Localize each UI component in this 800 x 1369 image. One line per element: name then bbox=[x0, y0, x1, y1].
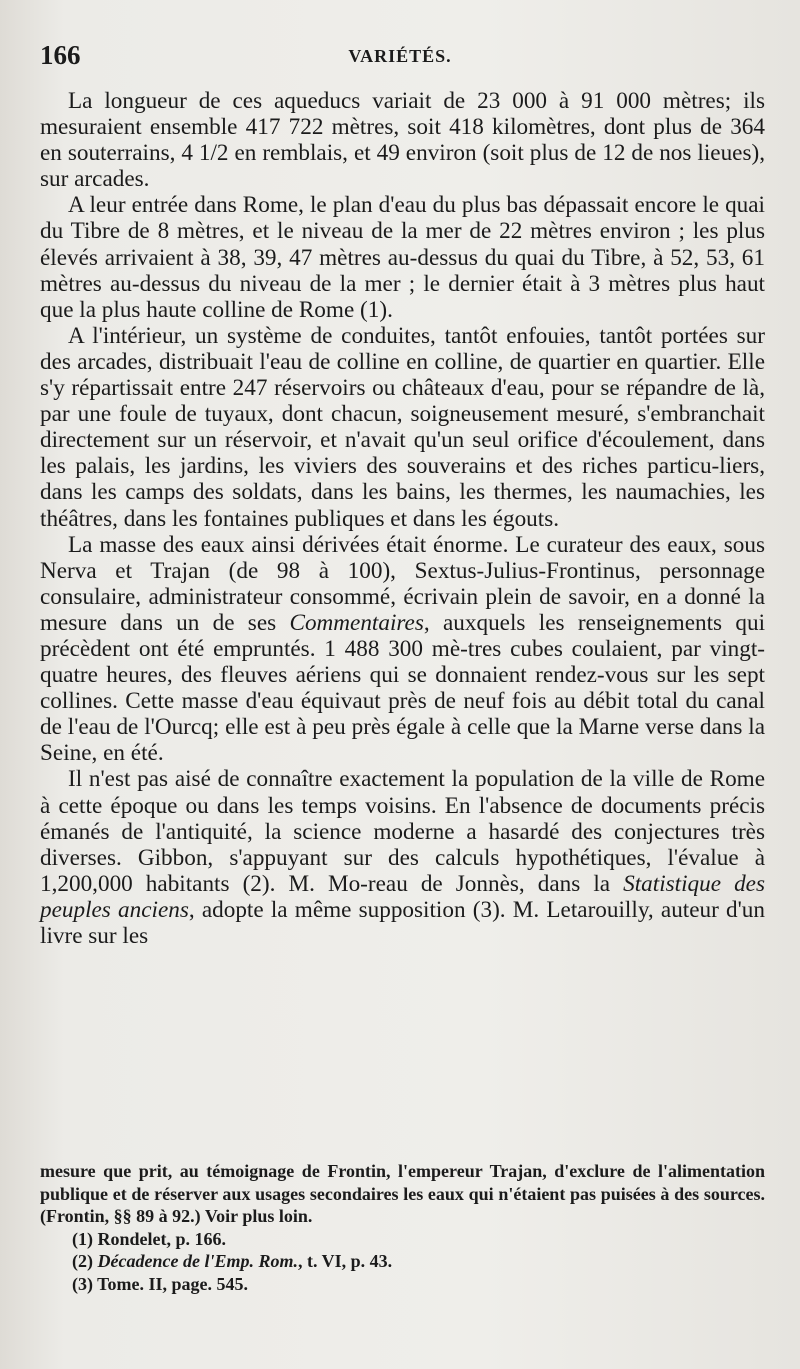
footnote-text: (3) Tome. II, page. 545. bbox=[72, 1273, 249, 1294]
section-title: VARIÉTÉS. bbox=[348, 46, 452, 66]
footnote-2 bbox=[72, 1250, 765, 1273]
paragraph-text: , auxquels les renseignements qui précèdent ont été empruntés. 1 488 300 mè-tres cubes coulaient, par vingt-quatre heures, des fleuves aériens qui se donnaient rendez-vous sur les sept collines. Cette masse d'eau équivaut près de neuf fois au débit total du canal de l'eau de l'Ourcq; elle est à peu près égale à celle que la Marne verse dans la Seine, en été. bbox=[40, 609, 766, 767]
paragraph: A l'intérieur, un système de conduites, tantôt enfouies, tantôt portées sur des arcades, distribuait l'eau de colline en colline, de quartier en quartier. Elle s'y répartissait entre 247 réservoirs ou châteaux d'eau, pour se répandre de là, par une foule de tuyaux, dont chacun, soigneusement mesuré, s'embranchait directement sur un réservoir, et n'avait qu'un seul orifice d'écoulement, dans les palais, les jardins, les viviers des souverains et des riches particu-liers, dans les camps des soldats, dans les bains, les thermes, les naumachies, les théâtres, dans les fontaines publiques et dans les égouts. bbox=[40, 322, 765, 532]
footnote-1 bbox=[72, 1228, 765, 1251]
footnote-text: , t. VI, p. 43. bbox=[297, 1251, 393, 1271]
page-number: 166 bbox=[40, 40, 81, 70]
footnote-3 bbox=[72, 1273, 765, 1296]
paragraph bbox=[40, 766, 765, 949]
paragraph: La longueur de ces aqueducs variait de 23 000 à 91 000 mètres; ils mesuraient ensemble 417 722 mètres, soit 418 kilomètres, dont plus de 364 en souterrains, 4 1/2 en remblais, et 49 environ (soit plus de 12 de nos lieues), sur arcades. bbox=[40, 88, 765, 193]
paragraph-text: Il n'est pas aisé de connaître exactement la population de la ville de Rome à cette époque ou dans les temps voisins. En l'absence de documents précis émanés de l'antiquité, la science moderne a hasardé des conjectures très diverses. Gibbon, s'appuyant sur des calculs hypothétiques, l'évalue à 1,200,000 habitants (2). M. Mo-reau de Jonnès, dans la bbox=[40, 766, 765, 897]
footnote-continuation: mesure que prit, au témoignage de Frontin, l'empereur Trajan, d'exclure de l'alimentation publique et de réserver aux usages secondaires les eaux qui n'étaient pas puisées à des sources. (Frontin, §§ 89 à 92.) Voir plus loin. bbox=[40, 1161, 765, 1226]
footnote-text: (1) Rondelet, p. 166. bbox=[72, 1228, 226, 1249]
italic-title: Commentaires bbox=[289, 609, 424, 636]
paragraph: A leur entrée dans Rome, le plan d'eau du plus bas dépassait encore le quai du Tibre de 8 mètres, et le niveau de la mer de 22 mètres environ ; les plus élevés arrivaient à 38, 39, 47 mètres au-dessus du quai du Tibre, à 52, 53, 61 mètres au-dessus du niveau de la mer ; le dernier était à 3 mètres plus haut que la plus haute colline de Rome (1). bbox=[40, 192, 765, 323]
paragraph-text: La masse des eaux ainsi dérivées était énorme. Le curateur des eaux, sous Nerva et Trajan (de 98 à 100), Sextus-Julius-Frontinus, personnage consulaire, administrateur consommé, écrivain plein de savoir, en a donné la mesure dans un de ses bbox=[40, 531, 765, 636]
italic-title: Statistique des peuples anciens bbox=[40, 870, 765, 923]
footnote-text: (2) bbox=[72, 1251, 98, 1271]
body-text bbox=[40, 88, 765, 949]
footnote-italic: Décadence de l'Emp. Rom. bbox=[97, 1251, 298, 1271]
running-head bbox=[0, 38, 800, 78]
paragraph bbox=[40, 532, 765, 767]
paragraph-text: , adopte la même supposition (3). M. Letarouilly, auteur d'un livre sur les bbox=[40, 896, 765, 949]
footnotes bbox=[40, 1160, 765, 1295]
